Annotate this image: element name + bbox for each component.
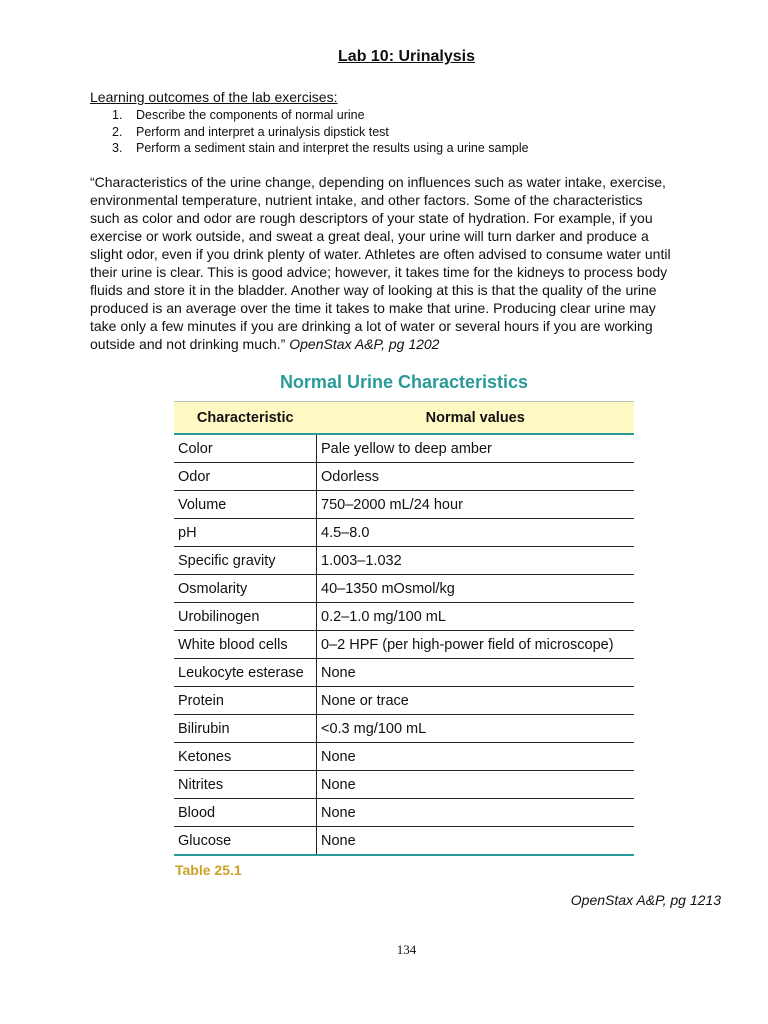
list-item-text: Perform and interpret a urinalysis dipstick test — [136, 124, 389, 139]
column-header-characteristic: Characteristic — [174, 402, 317, 435]
table-row — [174, 687, 634, 715]
table-cell: Pale yellow to deep amber — [317, 434, 635, 463]
quote-line: environmental temperature, nutrient intake, and other factors. Some of the characteristics — [90, 192, 643, 208]
quote-line: slight odor, even if you drink plenty of water. Athletes are often advised to consume water until — [90, 246, 671, 262]
table-cell: pH — [174, 519, 317, 547]
table-row — [174, 434, 634, 463]
quote-line: “Characteristics of the urine change, depending on influences such as water intake, exercise, — [90, 174, 666, 190]
table-row — [174, 603, 634, 631]
list-number: 1. — [112, 108, 123, 122]
quote-line-text: outside and not drinking much.” — [90, 336, 286, 352]
list-number: 3. — [112, 141, 123, 155]
quote-paragraph — [90, 173, 730, 353]
table-cell: <0.3 mg/100 mL — [317, 715, 635, 743]
quote-line: their urine is clear. This is good advice; however, it takes time for the kidneys to process body — [90, 264, 668, 280]
quote-line: exercise or work outside, and sweat a great deal, your urine will turn darker and produce a — [90, 228, 649, 244]
table-cell: Odorless — [317, 463, 635, 491]
quote-last-line — [90, 335, 730, 353]
page-title: Lab 10: Urinalysis — [338, 48, 475, 65]
table-cell: Leukocyte esterase — [174, 659, 317, 687]
table-cell: Color — [174, 434, 317, 463]
table-row — [174, 519, 634, 547]
table-row — [174, 631, 634, 659]
table-cell: None or trace — [317, 687, 635, 715]
table-cell: Odor — [174, 463, 317, 491]
table-header-row — [174, 402, 634, 435]
table-cell: Osmolarity — [174, 575, 317, 603]
table-cell: Bilirubin — [174, 715, 317, 743]
quote-line: fluids and store it in the bladder. Another way of looking at this is that the quality of the urine — [90, 282, 657, 298]
list-item — [112, 107, 529, 124]
table-cell: Glucose — [174, 827, 317, 856]
table-title: Normal Urine Characteristics — [279, 372, 529, 392]
table-cell: 0–2 HPF (per high-power field of microscope) — [317, 631, 635, 659]
quote-line: produced is an average over the time it takes to make that urine. Producing clear urine may — [90, 300, 656, 316]
table-row — [174, 771, 634, 799]
table-cell: 40–1350 mOsmol/kg — [317, 575, 635, 603]
table-cell: 750–2000 mL/24 hour — [317, 491, 635, 519]
table-cell: Protein — [174, 687, 317, 715]
table-cell: None — [317, 771, 635, 799]
list-item — [112, 124, 529, 141]
table-cell: Volume — [174, 491, 317, 519]
table-cell: 1.003–1.032 — [317, 547, 635, 575]
table-cell: Urobilinogen — [174, 603, 317, 631]
quote-line: take only a few minutes if you are drinking a lot of water or several hours if you are working — [90, 318, 653, 334]
table-cell: None — [317, 799, 635, 827]
learning-outcomes-list — [112, 107, 529, 157]
table-row — [174, 659, 634, 687]
quote-citation: OpenStax A&P, pg 1202 — [289, 336, 440, 352]
column-header-normal-values: Normal values — [317, 402, 635, 435]
list-item-text: Perform a sediment stain and interpret the results using a urine sample — [136, 141, 529, 155]
table-source-citation: OpenStax A&P, pg 1213 — [570, 892, 721, 908]
list-number: 2. — [112, 124, 123, 139]
table-cell: 0.2–1.0 mg/100 mL — [317, 603, 635, 631]
table-row — [174, 463, 634, 491]
quote-line: such as color and odor are rough descriptors of your state of hydration. For example, if you — [90, 210, 653, 226]
table-row — [174, 547, 634, 575]
table-row — [174, 575, 634, 603]
learning-outcomes-heading: Learning outcomes of the lab exercises: — [90, 89, 338, 105]
table-cell: Ketones — [174, 743, 317, 771]
table-cell: None — [317, 827, 635, 856]
table-row — [174, 715, 634, 743]
list-item-text: Describe the components of normal urine — [136, 108, 365, 122]
table-row — [174, 799, 634, 827]
table-row — [174, 491, 634, 519]
table-label: Table 25.1 — [175, 862, 242, 878]
page-number: 134 — [396, 942, 417, 957]
table-cell: None — [317, 743, 635, 771]
table-row — [174, 743, 634, 771]
table-cell: None — [317, 659, 635, 687]
table-cell: Blood — [174, 799, 317, 827]
table-row — [174, 827, 634, 856]
list-item — [112, 140, 529, 157]
table-cell: Specific gravity — [174, 547, 317, 575]
table-cell: Nitrites — [174, 771, 317, 799]
table-cell: 4.5–8.0 — [317, 519, 635, 547]
table-cell: White blood cells — [174, 631, 317, 659]
normal-urine-table — [174, 401, 634, 856]
